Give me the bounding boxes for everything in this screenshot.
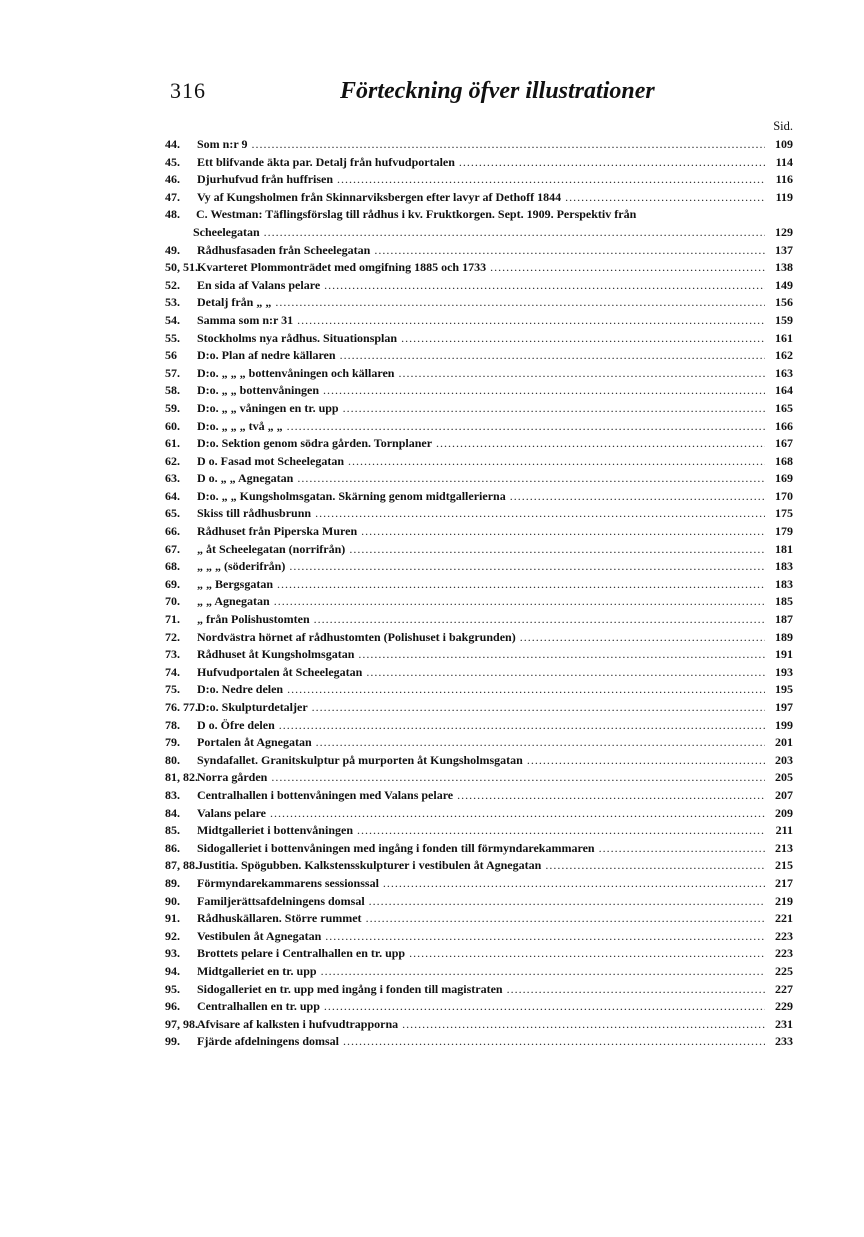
- list-item: [165, 734, 793, 752]
- entry-page-number: 164: [775, 383, 793, 398]
- dot-leader: [510, 488, 765, 506]
- list-item: [165, 523, 793, 541]
- entry-page-number: 209: [775, 805, 793, 820]
- entry-title: Midtgalleriet i bottenvåningen: [197, 823, 353, 838]
- entry-page-number: 175: [775, 506, 793, 521]
- entry-number: 86.: [165, 840, 180, 855]
- entry-title: Hufvudportalen åt Scheelegatan: [197, 664, 363, 679]
- dot-leader: [369, 893, 765, 911]
- entry-title-continuation: Scheelegatan: [193, 224, 260, 239]
- entry-page-number: 195: [775, 682, 793, 697]
- entry-page-number: 231: [775, 1016, 793, 1031]
- entry-page-number: 201: [775, 735, 793, 750]
- entry-page-number: 163: [775, 365, 793, 380]
- list-item: [165, 998, 793, 1016]
- entry-page-number: 225: [775, 963, 793, 978]
- dot-leader: [340, 347, 765, 365]
- entry-number: 63.: [165, 471, 180, 486]
- dot-leader: [277, 576, 765, 594]
- list-item: [165, 805, 793, 823]
- entry-page-number: 185: [775, 594, 793, 609]
- entry-title: Sidogalleriet i bottenvåningen med ingång i fonden till förmyndarekammaren: [197, 840, 595, 855]
- entry-page-number: 116: [775, 172, 793, 187]
- entry-title: Som n:r 9: [197, 137, 248, 151]
- entry-title: Sidogalleriet en tr. upp med ingång i fonden till magistraten: [197, 981, 503, 996]
- entry-title: Brottets pelare i Centralhallen en tr. upp: [197, 946, 406, 961]
- list-item: [165, 154, 793, 172]
- entry-title: C. Westman: Täflingsförslag till rådhus i kv. Fruktkorgen. Sept. 1909. Perspektiv från: [196, 207, 637, 222]
- list-item: [165, 910, 793, 928]
- entry-number: 73.: [165, 647, 180, 662]
- entry-title: D:o. Plan af nedre källaren: [197, 348, 336, 363]
- dot-leader: [599, 840, 765, 858]
- entry-page-number: 137: [775, 242, 793, 257]
- list-item: [165, 769, 793, 787]
- entry-number: 70.: [165, 594, 180, 609]
- list-item: [165, 857, 793, 875]
- entry-page-number: 183: [775, 559, 793, 574]
- list-item: [165, 875, 793, 893]
- dot-leader: [274, 593, 765, 611]
- list-item: [165, 488, 793, 506]
- entry-page-number: 156: [775, 295, 793, 310]
- entry-title: „ „ Agnegatan: [197, 594, 270, 609]
- entry-page-number: 161: [775, 330, 793, 345]
- entry-number: 53.: [165, 295, 180, 310]
- entry-title: D:o. „ „ våningen en tr. upp: [197, 400, 339, 415]
- entry-number: 66.: [165, 524, 180, 539]
- entry-title: D:o. Sektion genom södra gården. Tornplaner: [197, 436, 433, 451]
- entry-number: 92.: [165, 928, 180, 943]
- entry-number: 89.: [165, 875, 180, 890]
- list-item: [165, 699, 793, 717]
- list-item: [165, 787, 793, 805]
- dot-leader: [287, 681, 765, 699]
- list-item: [165, 505, 793, 523]
- list-item: [165, 752, 793, 770]
- entry-number: 87, 88.: [165, 858, 198, 873]
- dot-leader: [402, 1016, 765, 1034]
- entry-number: 78.: [165, 717, 180, 732]
- list-item: [165, 1033, 793, 1051]
- entry-page-number: 213: [775, 840, 793, 855]
- illustration-list: [165, 136, 793, 1051]
- list-item: [165, 189, 793, 207]
- dot-leader: [436, 435, 765, 453]
- entry-title: Norra gården: [197, 770, 268, 785]
- list-item: [165, 576, 793, 594]
- entry-number: 54.: [165, 312, 180, 327]
- list-item: [165, 382, 793, 400]
- entry-page-number: 219: [775, 893, 793, 908]
- list-item: [165, 453, 793, 471]
- dot-leader: [358, 646, 765, 664]
- dot-leader: [315, 505, 765, 523]
- entry-number: 84.: [165, 805, 180, 820]
- entry-title: Samma som n:r 31: [197, 312, 294, 327]
- dot-leader: [490, 259, 765, 277]
- entry-page-number: 215: [775, 858, 793, 873]
- list-item: [165, 1016, 793, 1034]
- entry-page-number: 233: [775, 1034, 793, 1049]
- dot-leader: [366, 910, 765, 928]
- entry-number: 47.: [165, 189, 180, 204]
- entry-title: Centralhallen i bottenvåningen med Valans pelare: [197, 787, 454, 802]
- list-item: [165, 312, 793, 330]
- entry-title: Nordvästra hörnet af rådhustomten (Polishuset i bakgrunden): [197, 629, 516, 644]
- entry-page-number: 205: [775, 770, 793, 785]
- list-item: [165, 945, 793, 963]
- entry-page-number: 187: [775, 612, 793, 627]
- entry-number: 64.: [165, 488, 180, 503]
- entry-title: Valans pelare: [197, 805, 267, 820]
- entry-page-number: 138: [775, 260, 793, 275]
- entry-number: 56: [165, 348, 177, 363]
- dot-leader: [321, 963, 765, 981]
- entry-number: 79.: [165, 735, 180, 750]
- entry-page-number: 227: [775, 981, 793, 996]
- entry-title: Kvarteret Plommonträdet med omgifning 1885 och 1733: [197, 260, 487, 275]
- list-item: [165, 277, 793, 295]
- list-item: [165, 717, 793, 735]
- dot-leader: [324, 277, 765, 295]
- dot-leader: [314, 611, 765, 629]
- entry-page-number: 181: [775, 541, 793, 556]
- entry-number: 81, 82.: [165, 770, 198, 785]
- entry-page-number: 119: [775, 189, 793, 204]
- entry-page-number: 199: [775, 717, 793, 732]
- dot-leader: [349, 541, 765, 559]
- entry-page-number: 162: [775, 348, 793, 363]
- entry-number: 52.: [165, 277, 180, 292]
- entry-number: 44.: [165, 137, 180, 151]
- dot-leader: [275, 294, 765, 312]
- list-item: [165, 629, 793, 647]
- list-item: [165, 981, 793, 999]
- list-item: [165, 347, 793, 365]
- entry-number: 96.: [165, 999, 180, 1014]
- list-item: [165, 681, 793, 699]
- entry-title: Detalj från „ „: [197, 295, 272, 310]
- entry-page-number: 169: [775, 471, 793, 486]
- list-item: [165, 963, 793, 981]
- entry-title: Familjerättsafdelningens domsal: [197, 893, 365, 908]
- dot-leader: [316, 734, 765, 752]
- entry-page-number: 149: [775, 277, 793, 292]
- list-item: [165, 242, 793, 260]
- entry-title: „ „ Bergsgatan: [197, 576, 273, 591]
- entry-number: 61.: [165, 436, 180, 451]
- list-item: [165, 558, 793, 576]
- entry-title: Centralhallen en tr. upp: [197, 999, 320, 1014]
- sid-column-label: Sid.: [773, 119, 793, 133]
- list-item: [165, 171, 793, 189]
- list-item: [165, 400, 793, 418]
- entry-number: 62.: [165, 453, 180, 468]
- list-item: [165, 840, 793, 858]
- entry-number: 91.: [165, 911, 180, 926]
- entry-number: 55.: [165, 330, 180, 345]
- list-item: [165, 541, 793, 559]
- dot-leader: [297, 470, 765, 488]
- entry-title: D:o. Skulpturdetaljer: [197, 700, 308, 714]
- entry-number: 48.: [165, 207, 180, 222]
- list-item: [165, 330, 793, 348]
- entry-title: Förmyndarekammarens sessionssal: [197, 875, 379, 890]
- entry-title: Rådhuset från Piperska Muren: [197, 524, 358, 539]
- entry-title: D:o. „ „ Kungsholmsgatan. Skärning genom midtgallerierna: [197, 488, 506, 503]
- entry-number: 65.: [165, 506, 180, 521]
- entry-title: D o. „ „ Agnegatan: [197, 471, 294, 486]
- entry-page-number: 203: [775, 752, 793, 767]
- entry-page-number: 168: [775, 453, 793, 468]
- entry-page-number: 189: [775, 629, 793, 644]
- entry-number: 71.: [165, 612, 180, 627]
- list-item: [165, 664, 793, 682]
- dot-leader: [398, 365, 765, 383]
- entry-title: Vestibulen åt Agnegatan: [197, 928, 322, 943]
- list-item: [165, 593, 793, 611]
- dot-leader: [357, 822, 765, 840]
- entry-number: 95.: [165, 981, 180, 996]
- dot-leader: [361, 523, 765, 541]
- entry-number: 59.: [165, 400, 180, 415]
- entry-title: Skiss till rådhusbrunn: [197, 506, 312, 521]
- dot-leader: [565, 189, 765, 207]
- entry-title: En sida af Valans pelare: [197, 277, 321, 292]
- entry-title: D:o. Nedre delen: [197, 682, 284, 697]
- list-item: [165, 418, 793, 436]
- entry-title: „ åt Scheelegatan (norrifrån): [197, 541, 346, 556]
- dot-leader: [312, 699, 765, 717]
- entry-number: 76. 77.: [165, 700, 198, 714]
- entry-title: Ett blifvande äkta par. Detalj från hufvudportalen: [197, 154, 455, 169]
- entry-page-number: 165: [775, 400, 793, 415]
- dot-leader: [325, 928, 765, 946]
- entry-page-number: 179: [775, 524, 793, 539]
- entry-page-number: 114: [775, 154, 793, 169]
- entry-title: Stockholms nya rådhus. Situationsplan: [197, 330, 398, 345]
- entry-title: Rådhuset åt Kungsholmsgatan: [197, 647, 355, 662]
- entry-number: 68.: [165, 559, 180, 574]
- entry-title: D:o. „ „ „ två „ „: [197, 418, 283, 433]
- entry-page-number: 129: [775, 224, 793, 239]
- dot-leader: [324, 998, 765, 1016]
- entry-title: Afvisare af kalksten i hufvudtrapporna: [197, 1016, 399, 1031]
- dot-leader: [279, 717, 765, 735]
- entry-number: 69.: [165, 576, 180, 591]
- list-item: [165, 294, 793, 312]
- dot-leader: [374, 242, 765, 260]
- entry-page-number: 193: [775, 664, 793, 679]
- dot-leader: [271, 769, 765, 787]
- dot-leader: [264, 224, 765, 242]
- entry-title: Djurhufvud från huffrisen: [197, 172, 334, 187]
- entry-title: Portalen åt Agnegatan: [197, 735, 312, 750]
- entry-page-number: 211: [775, 823, 793, 838]
- entry-number: 99.: [165, 1034, 180, 1049]
- entry-page-number: 191: [775, 647, 793, 662]
- list-item: [165, 259, 793, 277]
- entry-number: 49.: [165, 242, 180, 257]
- list-item: [165, 611, 793, 629]
- entry-number: 75.: [165, 682, 180, 697]
- entry-number: 93.: [165, 946, 180, 961]
- entry-page-number: 223: [775, 946, 793, 961]
- dot-leader: [270, 805, 765, 823]
- list-item: [165, 470, 793, 488]
- list-item: [165, 928, 793, 946]
- dot-leader: [545, 857, 765, 875]
- dot-leader: [401, 330, 765, 348]
- entry-page-number: 183: [775, 576, 793, 591]
- dot-leader: [383, 875, 765, 893]
- list-item: [165, 206, 793, 241]
- list-item: [165, 136, 793, 154]
- entry-page-number: 109: [775, 137, 793, 151]
- page-number: 316: [170, 78, 206, 103]
- entry-title: Rådhusfasaden från Scheelegatan: [197, 242, 371, 257]
- entry-number: 72.: [165, 629, 180, 644]
- entry-title: „ „ „ (söderifrån): [197, 559, 286, 574]
- entry-page-number: 229: [775, 999, 793, 1014]
- entry-title: Midtgalleriet en tr. upp: [197, 963, 317, 978]
- entry-number: 83.: [165, 787, 180, 802]
- dot-leader: [337, 171, 765, 189]
- entry-number: 46.: [165, 172, 180, 187]
- entry-title: Syndafallet. Granitskulptur på murporten åt Kungsholmsgatan: [197, 752, 523, 767]
- entry-title: Vy af Kungsholmen från Skinnarviksbergen efter lavyr af Dethoff 1844: [197, 189, 562, 204]
- dot-leader: [251, 136, 765, 154]
- dot-leader: [343, 1033, 765, 1051]
- entry-page-number: 170: [775, 488, 793, 503]
- list-item: [165, 435, 793, 453]
- entry-page-number: 221: [775, 911, 793, 926]
- dot-leader: [289, 558, 765, 576]
- entry-number: 74.: [165, 664, 180, 679]
- entry-page-number: 167: [775, 436, 793, 451]
- dot-leader: [409, 945, 765, 963]
- entry-page-number: 217: [775, 875, 793, 890]
- entry-title: D:o. „ „ „ bottenvåningen och källaren: [197, 365, 395, 380]
- entry-number: 58.: [165, 383, 180, 398]
- entry-page-number: 197: [775, 700, 793, 714]
- entry-number: 85.: [165, 823, 180, 838]
- entry-page-number: 166: [775, 418, 793, 433]
- entry-page-number: 207: [775, 787, 793, 802]
- entry-number: 57.: [165, 365, 180, 380]
- running-title: Förteckning öfver illustrationer: [340, 78, 655, 104]
- list-item: [165, 822, 793, 840]
- dot-leader: [297, 312, 765, 330]
- entry-title: Justitia. Spögubben. Kalkstensskulpturer i vestibulen åt Agnegatan: [197, 858, 542, 873]
- entry-number: 50, 51.: [165, 260, 198, 275]
- entry-title: D o. Öfre delen: [197, 717, 275, 732]
- entry-number: 60.: [165, 418, 180, 433]
- entry-title: Fjärde afdelningens domsal: [197, 1034, 340, 1049]
- dot-leader: [457, 787, 765, 805]
- entry-page-number: 159: [775, 312, 793, 327]
- dot-leader: [459, 154, 765, 172]
- entry-number: 67.: [165, 541, 180, 556]
- dot-leader: [348, 453, 765, 471]
- entry-number: 45.: [165, 154, 180, 169]
- entry-title: D o. Fasad mot Scheelegatan: [197, 453, 344, 468]
- dot-leader: [520, 629, 765, 647]
- entry-number: 80.: [165, 752, 180, 767]
- dot-leader: [323, 382, 765, 400]
- dot-leader: [366, 664, 765, 682]
- entry-number: 90.: [165, 893, 180, 908]
- list-item: [165, 646, 793, 664]
- entry-title: „ från Polishustomten: [197, 612, 310, 627]
- entry-number: 94.: [165, 963, 180, 978]
- dot-leader: [343, 400, 765, 418]
- entry-page-number: 223: [775, 928, 793, 943]
- dot-leader: [287, 418, 765, 436]
- list-item: [165, 893, 793, 911]
- entry-title: D:o. „ „ bottenvåningen: [197, 383, 320, 398]
- dot-leader: [507, 981, 765, 999]
- entry-number: 97, 98.: [165, 1016, 198, 1031]
- dot-leader: [527, 752, 765, 770]
- entry-title: Rådhuskällaren. Större rummet: [197, 911, 362, 926]
- list-item: [165, 365, 793, 383]
